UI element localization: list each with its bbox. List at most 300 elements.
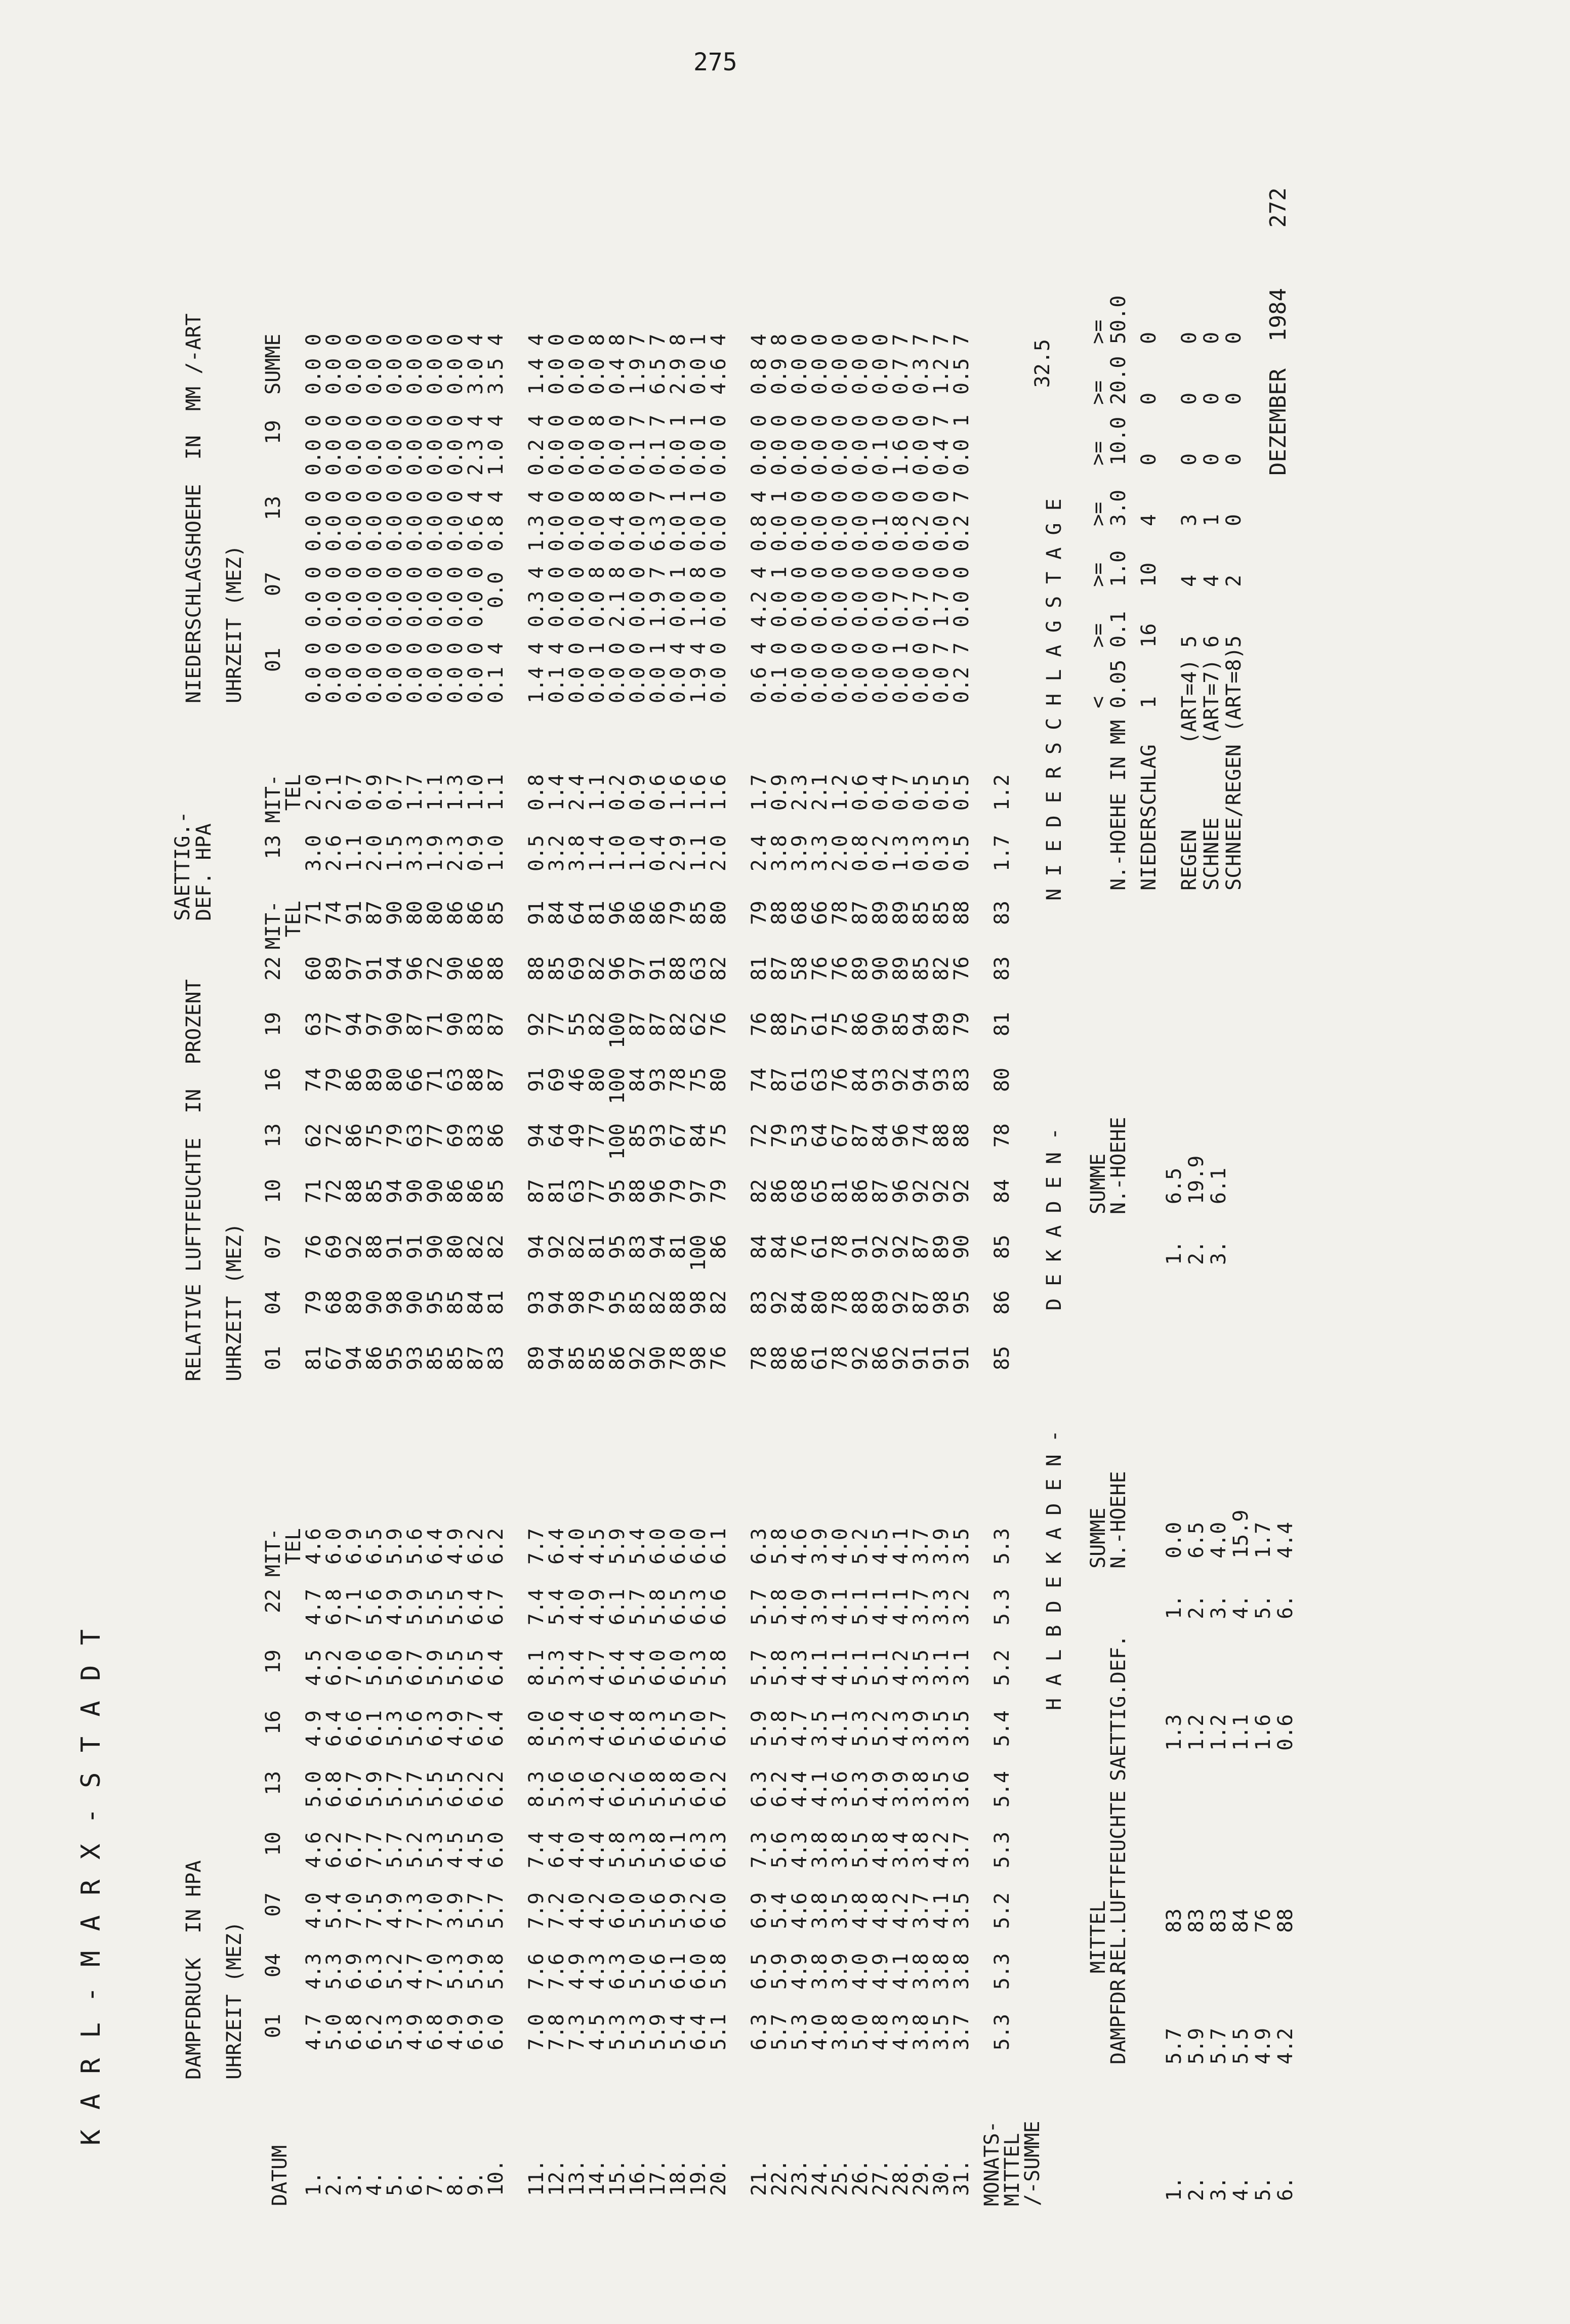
nieder-tage-value: 3 [1178,514,1201,526]
saettig-cell: 3.0 [302,835,325,872]
feuchte-cell: 85 [910,901,933,925]
dampf-cell: 4.9 [565,1953,589,1990]
dampf-cell: 6.1 [363,1710,386,1747]
feuchte-cell: 88 [667,1290,690,1315]
dampf-cell: 6.0 [484,2014,508,2051]
dampf-cell: 6.0 [484,1832,508,1869]
dampf-cell: 4.3 [788,1650,811,1686]
dekaden-title: D E K A D E N - [1043,1127,1066,1311]
nieder-cell: 0.0 0 [808,414,832,476]
saettig-cell: 2.1 [322,774,346,811]
monthly-feuchte: 83 [990,901,1014,925]
dampf-cell: 5.2 [403,1832,427,1869]
dampf-cell: 5.3 [444,1953,467,1990]
halbdekaden-header: SUMME N.-HOEHE [1087,1471,1130,1569]
uhrzeit-feuchte: UHRZEIT (MEZ) [223,1222,246,1381]
halbdekade-saettig: 1.1 [1229,1714,1253,1751]
feuchte-cell: 82 [667,1012,690,1037]
dampf-cell: 3.5 [930,1710,953,1747]
feuchte-cell: 96 [646,1179,670,1204]
dampf-cell: 4.9 [444,1528,467,1565]
saettig-cell: 1.1 [484,774,508,811]
nieder-tage-value: 0 [1200,392,1223,405]
dampf-cell: 6.8 [322,1589,346,1626]
monthly-saettig: 1.2 [990,774,1014,811]
dampf-cell: 7.6 [525,1953,548,1990]
nieder-cell: 0.0 0 [707,642,730,703]
saettig-cell: 0.5 [950,774,973,811]
nieder-cell: 0.0 0 [849,414,872,476]
dampf-cell: 6.1 [606,1589,629,1626]
dampf-cell: 6.0 [606,1892,629,1929]
dampf-cell: 6.7 [343,1771,366,1808]
dampf-cell: 5.6 [363,1650,386,1686]
dampf-cell: 6.3 [707,1832,730,1869]
dampf-cell: 5.7 [484,1892,508,1929]
halbdekade-dampf: 5.7 [1163,2027,1186,2064]
feuchte-cell: 91 [343,901,366,925]
dampf-col-header: 01 [262,2014,285,2039]
dampf-cell: 5.5 [424,1771,447,1808]
feuchte-cell: 87 [525,1179,548,1204]
saettig-cell: 3.2 [545,835,568,872]
feuchte-cell: 94 [910,1012,933,1037]
nieder-cell: 0.0 0 [424,490,447,552]
feuchte-cell: 86 [626,901,649,925]
nieder-col-header: 19 [262,420,285,445]
nieder-cell: 0.0 1 [768,490,791,552]
feuchte-cell: 60 [302,956,325,981]
halbdekade-num: 5. [1252,2176,1275,2201]
feuchte-cell: 88 [768,1346,791,1371]
dampf-cell: 3.4 [565,1710,589,1747]
nieder-cell: 0.0 0 [383,642,406,703]
dampf-cell: 3.7 [950,1832,973,1869]
feuchte-cell: 89 [889,901,913,925]
dampf-cell: 5.3 [788,2014,811,2051]
nieder-cell: 0.0 0 [383,566,406,627]
nieder-cell: 0.0 0 [363,414,386,476]
dampf-cell: 6.4 [424,1528,447,1565]
feuchte-cell: 92 [343,1235,366,1259]
nieder-cell: 0.3 4 [525,566,548,627]
nieder-cell: 0.0 0 [788,566,811,627]
halbdekade-dampf: 5.9 [1185,2027,1208,2064]
nieder-cell: 0.0 0 [788,642,811,703]
feuchte-cell: 82 [484,1235,508,1259]
feuchte-cell: 87 [849,901,872,925]
nieder-cell: 0.0 0 [808,642,832,703]
feuchte-cell: 84 [849,1068,872,1092]
saettig-cell: 3.8 [565,835,589,872]
feuchte-cell: 86 [849,1012,872,1037]
dampf-cell: 4.6 [302,1832,325,1869]
feuchte-cell: 72 [424,956,447,981]
dampf-cell: 4.2 [889,1892,913,1929]
feuchte-cell: 64 [545,1123,568,1148]
saettig-cell: 0.3 [910,835,933,872]
nieder-cell: 0.0 0 [849,642,872,703]
feuchte-cell: 75 [687,1068,710,1092]
saettig-col-header: MIT- TEL [262,774,305,823]
nieder-cell: 1.3 4 [525,490,548,552]
feuchte-cell: 89 [869,1290,892,1315]
feuchte-cell: 84 [869,1123,892,1148]
dampf-cell: 3.2 [950,1589,973,1626]
feuchte-cell: 62 [302,1123,325,1148]
feuchte-cell: 89 [849,956,872,981]
feuchte-cell: 89 [889,956,913,981]
nieder-cell: 0.0 0 [444,642,467,703]
dampf-cell: 6.2 [464,1771,487,1808]
saettig-cell: 0.5 [910,774,933,811]
dampf-cell: 3.7 [950,2014,973,2051]
saettig-cell: 0.9 [464,835,487,872]
halbdekaden-header: DAMPFDR. [1107,1967,1130,2064]
dampf-cell: 6.0 [646,1650,670,1686]
dampf-cell: 3.9 [808,1528,832,1565]
nieder-cell: 0.0 0 [322,414,346,476]
dampf-cell: 5.8 [707,1650,730,1686]
feuchte-cell: 90 [424,1235,447,1259]
nieder-cell: 0.0 0 [545,566,568,627]
feuchte-cell: 94 [343,1012,366,1037]
dampf-cell: 5.9 [768,1953,791,1990]
nieder-tage-label: REGEN (ART=4) [1178,659,1201,891]
feuchte-col-header: 10 [262,1179,285,1204]
halbdekade-num2: 3. [1207,1594,1230,1619]
feuchte-cell: 90 [403,1179,427,1204]
datum-cell: 21. [748,2159,771,2196]
feuchte-cell: 85 [626,1123,649,1148]
dampf-cell: 4.1 [808,1650,832,1686]
nieder-tage-label: NIEDERSCHLAG [1137,744,1161,891]
datum-cell: 17. [646,2159,670,2196]
feuchte-cell: 92 [869,1235,892,1259]
saettig-cell: 0.5 [930,774,953,811]
nieder-tage-value: 0 [1137,392,1161,405]
feuchte-cell: 91 [525,901,548,925]
dampf-cell: 5.5 [849,1832,872,1869]
dampf-cell: 6.8 [424,2014,447,2051]
dampf-cell: 4.6 [788,1528,811,1565]
feuchte-cell: 76 [808,956,832,981]
threshold-header: >= 10.0 [1087,416,1130,466]
dampf-cell: 5.1 [849,1650,872,1686]
dampf-cell: 7.4 [525,1589,548,1626]
dampf-cell: 5.7 [383,1832,406,1869]
dampf-cell: 3.5 [808,1710,832,1747]
dampf-cell: 6.6 [343,1710,366,1747]
feuchte-cell: 68 [322,1290,346,1315]
feuchte-cell: 61 [788,1068,811,1092]
dampf-cell: 4.6 [586,1710,609,1747]
dampf-cell: 7.3 [748,1832,771,1869]
dampf-cell: 4.3 [586,1953,609,1990]
datum-cell: 9. [464,2171,487,2196]
saettig-cell: 1.6 [707,774,730,811]
feuchte-cell: 90 [424,1179,447,1204]
feuchte-cell: 75 [707,1123,730,1148]
dampf-cell: 5.6 [403,1710,427,1747]
halbdekade-num2: 5. [1252,1594,1275,1619]
feuchte-cell: 85 [363,1179,386,1204]
feuchte-cell: 77 [586,1123,609,1148]
nieder-cell: 0.0 0 [545,414,568,476]
datum-cell: 8. [444,2171,467,2196]
monthly-feuchte: 78 [990,1123,1014,1148]
dampf-cell: 6.9 [343,1528,366,1565]
saettig-cell: 1.2 [829,774,852,811]
dampf-cell: 5.0 [626,1953,649,1990]
feuchte-cell: 80 [586,1068,609,1092]
dampf-cell: 4.3 [788,1832,811,1869]
niederschlagstage-title: N I E D E R S C H L A G S T A G E [1043,498,1066,901]
dampf-col-header: 13 [262,1771,285,1796]
dampf-cell: 5.6 [545,1710,568,1747]
nieder-cell: 0.8 4 [484,490,508,552]
dampf-cell: 3.5 [930,2014,953,2051]
feuchte-cell: 90 [950,1235,973,1259]
nieder-cell: 0.0 7 [930,642,953,703]
feuchte-cell: 80 [707,1068,730,1092]
dampf-cell: 7.7 [363,1832,386,1869]
dampf-cell: 5.9 [667,1892,690,1929]
feuchte-cell: 89 [525,1346,548,1371]
nieder-tage-value: 0 [1137,453,1161,466]
feuchte-cell: 82 [586,1012,609,1037]
dampf-cell: 5.8 [768,1650,791,1686]
feuchte-cell: 63 [565,1179,589,1204]
feuchte-cell: 79 [667,901,690,925]
nieder-cell: 0.0 0 [707,414,730,476]
feuchte-cell: 84 [464,1290,487,1315]
saettig-cell: 0.4 [869,774,892,811]
nieder-cell: 1.0 4 [484,414,508,476]
nieder-cell: 0.0 0 [444,490,467,552]
dampf-cell: 5.8 [646,1771,670,1808]
feuchte-cell: 67 [829,1123,852,1148]
feuchte-cell: 92 [768,1290,791,1315]
feuchte-cell: 88 [930,1123,953,1148]
dampf-cell: 5.3 [849,1710,872,1747]
dampf-cell: 5.3 [424,1832,447,1869]
halbdekade-summe: 4.4 [1274,1522,1297,1558]
nieder-tage-value: 16 [1137,623,1161,648]
feuchte-cell: 76 [950,956,973,981]
halbdekade-dampf: 4.9 [1252,2027,1275,2064]
dampf-cell: 6.0 [322,1528,346,1565]
feuchte-cell: 83 [950,1068,973,1092]
nieder-cell: 0.1 4 [545,642,568,703]
nieder-cell: 0.0 0 [302,490,325,552]
nieder-cell: 0.2 7 [950,490,973,552]
feuchte-cell: 71 [424,1012,447,1037]
nieder-cell: 0.0 0 [849,490,872,552]
feuchte-cell: 78 [748,1346,771,1371]
nieder-cell: 0.0 8 [586,333,609,395]
section-dampfdruck: DAMPFDRUCK IN HPA [182,1860,205,2080]
feuchte-cell: 90 [383,1012,406,1037]
monthly-dampf: 5.3 [990,2014,1014,2051]
feuchte-cell: 94 [545,1346,568,1371]
feuchte-cell: 84 [626,1068,649,1092]
feuchte-cell: 53 [788,1123,811,1148]
dampf-cell: 4.0 [565,1528,589,1565]
nieder-tage-value: 4 [1178,574,1201,587]
threshold-header: < 0.05 [1087,659,1130,708]
nieder-cell: 0.0 0 [869,566,892,627]
dampf-cell: 6.1 [707,1528,730,1565]
dampf-cell: 7.0 [343,1650,366,1686]
dampf-cell: 3.5 [930,1771,953,1808]
dampf-cell: 4.6 [586,1771,609,1808]
nieder-cell: 0.1 0 [869,490,892,552]
dampf-cell: 4.8 [869,1832,892,1869]
dampf-cell: 5.7 [383,1771,406,1808]
feuchte-cell: 94 [525,1123,548,1148]
nieder-cell: 0.0 0 [403,642,427,703]
feuchte-cell: 78 [829,1346,852,1371]
uhrzeit-dampf: UHRZEIT (MEZ) [223,1921,246,2080]
feuchte-cell: 87 [484,1012,508,1037]
section-saettig: SAETTIG.- DEF. HPA [171,811,216,921]
dampf-cell: 4.8 [869,1892,892,1929]
feuchte-cell: 90 [383,901,406,925]
nieder-cell: 0.0 0 [950,566,973,627]
feuchte-cell: 80 [403,901,427,925]
feuchte-cell: 77 [322,1012,346,1037]
nieder-cell: 0.0 0 [363,642,386,703]
feuchte-cell: 63 [444,1068,467,1092]
nieder-cell: 6.3 7 [646,490,670,552]
uhrzeit-nieder: UHRZEIT (MEZ) [223,544,246,703]
nieder-cell: 0.0 0 [343,333,366,395]
monthly-saettig: 1.7 [990,835,1014,872]
nieder-cell: 0.7 0 [889,566,913,627]
nieder-cell: 0.0 0 [869,333,892,395]
dampf-cell: 4.5 [586,1528,609,1565]
feuchte-cell: 81 [748,956,771,981]
dampf-cell: 5.0 [849,2014,872,2051]
nieder-cell: 0.0 0 [829,566,852,627]
nieder-cell: 0.0 0 [930,490,953,552]
nieder-cell: 0.0 0 [403,414,427,476]
dampf-cell: 4.1 [829,1589,852,1626]
feuchte-cell: 55 [565,1012,589,1037]
dampf-cell: 3.3 [930,1589,953,1626]
nieder-cell: 1.9 7 [626,333,649,395]
datum-cell: 4. [363,2171,386,2196]
dampf-cell: 3.9 [930,1528,953,1565]
nieder-tage-value: 0 [1222,453,1246,466]
feuchte-cell: 74 [910,1123,933,1148]
feuchte-cell: 88 [950,1123,973,1148]
dampf-cell: 7.6 [545,1953,568,1990]
feuchte-cell: 82 [930,956,953,981]
nieder-cell: 0.0 8 [586,490,609,552]
feuchte-cell: 86 [464,901,487,925]
feuchte-cell: 97 [626,956,649,981]
feuchte-cell: 93 [646,1123,670,1148]
datum-cell: 12. [545,2159,568,2196]
dampf-cell: 5.9 [403,1589,427,1626]
feuchte-cell: 85 [889,1012,913,1037]
feuchte-cell: 87 [403,1012,427,1037]
nieder-cell: 0.0 0 [829,490,852,552]
dampf-cell: 6.4 [484,1650,508,1686]
dampf-cell: 5.3 [322,1953,346,1990]
nieder-cell: 0.0 0 [302,566,325,627]
dampf-cell: 6.2 [606,1771,629,1808]
nieder-cell: 1.9 4 [687,642,710,703]
nieder-tage-value: 0 [1200,331,1223,344]
feuchte-cell: 89 [869,901,892,925]
feuchte-col-header: 04 [262,1290,285,1315]
nieder-cell: 0.0 0 [808,566,832,627]
dampf-col-header: 07 [262,1892,285,1917]
feuchte-cell: 86 [788,1346,811,1371]
dampf-cell: 5.8 [646,1589,670,1626]
feuchte-cell: 88 [343,1179,366,1204]
feuchte-cell: 92 [889,1235,913,1259]
dekade-num: 3. [1207,1240,1230,1265]
dampf-cell: 6.5 [667,1710,690,1747]
feuchte-cell: 78 [829,1290,852,1315]
feuchte-cell: 92 [545,1235,568,1259]
nieder-cell: 0.0 0 [768,414,791,476]
dampf-cell: 6.2 [322,1650,346,1686]
dampf-cell: 3.8 [829,2014,852,2051]
datum-cell: 7. [424,2171,447,2196]
feuchte-cell: 71 [302,901,325,925]
dampf-cell: 6.0 [687,1771,710,1808]
monthly-feuchte: 80 [990,1068,1014,1092]
nieder-cell: 0.0 4 [667,642,690,703]
monthly-dampf: 5.2 [990,1650,1014,1686]
dampf-cell: 5.6 [403,1528,427,1565]
feuchte-cell: 88 [768,901,791,925]
saettig-cell: 1.1 [586,774,609,811]
saettig-cell: 1.1 [424,774,447,811]
feuchte-col-header: 22 [262,956,285,981]
nieder-cell: 0.2 7 [950,642,973,703]
dampf-cell: 6.9 [464,2014,487,2051]
threshold-header: >= 3.0 [1087,489,1130,526]
halbdekade-num: 4. [1229,2176,1253,2201]
feuchte-cell: 83 [464,1012,487,1037]
dampf-cell: 4.9 [383,1892,406,1929]
feuchte-cell: 83 [484,1346,508,1371]
nieder-cell: 0.0 0 [606,414,629,476]
halbdekade-feuchte: 83 [1207,1908,1230,1933]
nieder-cell: 0.0 0 [829,333,852,395]
halbdekade-num: 1. [1163,2176,1186,2201]
halbdekade-num2: 1. [1163,1594,1186,1619]
dampf-cell: 5.9 [383,1528,406,1565]
dampf-cell: 5.0 [626,1892,649,1929]
dampf-cell: 6.2 [464,1528,487,1565]
nieder-tage-value: 5 [1222,635,1246,648]
nieder-tage-value: 0 [1200,453,1223,466]
nieder-tage-value: 0 [1222,331,1246,344]
nieder-cell: 0.0 1 [646,642,670,703]
dampf-cell: 5.8 [484,1953,508,1990]
nieder-cell: 1.6 0 [889,414,913,476]
saettig-cell: 2.0 [829,835,852,872]
dampf-cell: 3.7 [910,1892,933,1929]
dampf-cell: 7.3 [403,1892,427,1929]
